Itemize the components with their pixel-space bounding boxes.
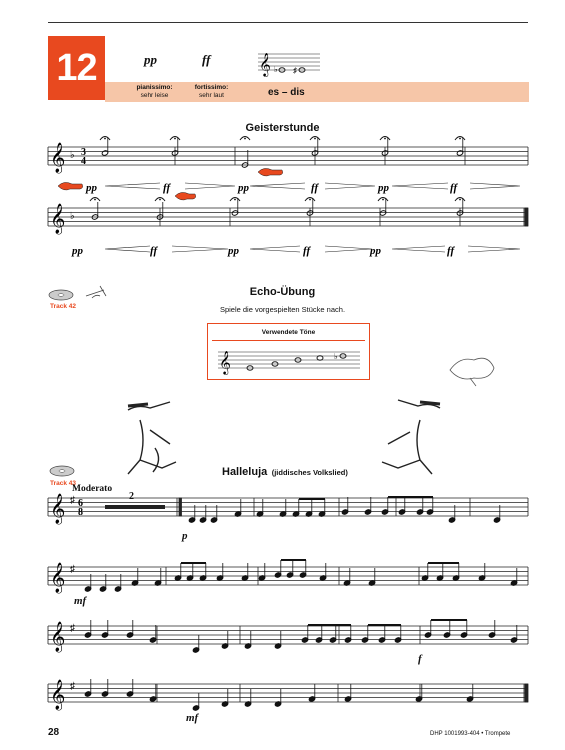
time-signature-6-8-bottom: 8 — [78, 507, 83, 518]
multi-measure-rest — [105, 505, 165, 509]
dynamic-marking: pp — [228, 245, 239, 257]
fermata-dot — [309, 199, 311, 201]
fermata-dot — [234, 199, 236, 201]
fermata-dot — [94, 199, 96, 201]
dynamic-marking: ff — [311, 182, 319, 194]
dynamic-marking: pp — [72, 245, 83, 257]
pp-name: pianissimo: — [136, 84, 173, 91]
enharmonic-label: es – dis — [268, 87, 305, 98]
key-flat-icon: ♭ — [70, 150, 75, 161]
dynamic-marking: ff — [150, 245, 158, 257]
dynamic-marking: pp — [378, 182, 389, 194]
treble-clef-icon: 𝄞 — [259, 52, 271, 76]
multirest-count: 2 — [129, 491, 134, 502]
dynamic-marking: pp — [370, 245, 381, 257]
piece1-title: Geisterstunde — [245, 122, 320, 134]
cd-icon-42 — [49, 290, 73, 300]
fermata-dot — [159, 199, 161, 201]
crescendo-hairpin — [250, 183, 305, 189]
dyn-mf-row2: mf — [74, 595, 87, 607]
decrescendo-hairpin — [325, 246, 372, 252]
decrescendo-hairpin — [325, 183, 375, 189]
treble-clef-icon: 𝄞 — [50, 143, 66, 173]
fermata-dot — [104, 138, 106, 140]
dynamic-marking: pp — [86, 182, 97, 194]
crescendo-hairpin — [105, 183, 160, 189]
staff-lines — [48, 147, 528, 702]
dynamic-marking: ff — [163, 182, 171, 194]
echo-subtitle: Spiele die vorgespielten Stücke nach. — [219, 305, 346, 314]
time-signature-3-4-top: 3 — [81, 147, 86, 158]
lesson-number: 12 — [56, 46, 97, 89]
conductor-sketch-illustration — [450, 358, 494, 386]
tones-flat-icon: ♭ — [334, 352, 338, 361]
key-sharp-icon: ♯ — [70, 564, 75, 575]
notes — [84, 137, 517, 712]
time-signature-6-8-top: 6 — [78, 498, 83, 509]
barlines — [48, 147, 528, 702]
decrescendo-hairpin — [185, 183, 235, 189]
key-sharp-icon: ♯ — [70, 623, 75, 634]
tones-treble-clef-icon: 𝄞 — [219, 350, 231, 374]
fermata-dot — [459, 138, 461, 140]
crescendo-hairpin — [250, 246, 300, 252]
pp-desc: sehr leise — [140, 92, 169, 99]
track-43-label: Track 43 — [50, 480, 77, 487]
track-42-label: Track 42 — [50, 303, 77, 310]
dancing-trumpeter-right-illustration — [382, 400, 440, 474]
key-sharp-icon: ♯ — [70, 681, 75, 692]
treble-clef-icon: 𝄞 — [50, 204, 66, 234]
fermata-dot — [459, 199, 461, 201]
ff-desc: sehr laut — [199, 92, 224, 99]
dynamic-marking: ff — [447, 245, 455, 257]
tones-box-title: Verwendete Töne — [261, 329, 316, 336]
dynamic-marking: pp — [238, 182, 249, 194]
decrescendo-hairpin — [468, 246, 520, 252]
fermata-dot — [314, 138, 316, 140]
key-flat-icon: ♭ — [70, 211, 75, 222]
decrescendo-hairpin — [172, 246, 228, 252]
treble-clef-icon: 𝄞 — [50, 563, 66, 593]
page-number: 28 — [48, 727, 60, 738]
repeat-start-barline — [179, 498, 182, 516]
header-dyn-ff: ff — [202, 52, 211, 67]
dancing-trumpeter-left-illustration — [128, 402, 176, 474]
echo-title: Echo-Übung — [249, 286, 316, 298]
sharp-icon: ♯ — [293, 66, 297, 75]
crescendo-hairpin — [105, 246, 150, 252]
treble-clef-icon: 𝄞 — [50, 622, 66, 652]
final-barline — [525, 208, 528, 226]
crescendo-hairpin — [392, 246, 445, 252]
dyn-p: p — [182, 530, 188, 542]
tones-staff — [218, 352, 360, 368]
fermata-dot — [244, 138, 246, 140]
dyn-mf-row4: mf — [186, 712, 199, 724]
fermata-dot — [382, 199, 384, 201]
dynamic-marking: ff — [303, 245, 311, 257]
treble-clef-icon: 𝄞 — [50, 680, 66, 710]
tempo-marking: Moderato — [72, 484, 113, 494]
publisher-code: DHP 1001993-404 • Trompete — [430, 731, 511, 737]
dynamic-marking: ff — [450, 182, 458, 194]
fermata-dot — [174, 138, 176, 140]
trumpet-icon — [86, 286, 106, 298]
dyn-f-row3: f — [418, 653, 422, 665]
final-barline — [525, 684, 528, 702]
cd-icon-43 — [50, 466, 74, 476]
ff-name: fortissimo: — [194, 84, 229, 91]
time-signature-3-4-bottom: 4 — [81, 156, 86, 167]
key-sharp-icon: ♯ — [70, 495, 75, 506]
piece2-title: Halleluja — [222, 466, 268, 478]
header-dyn-pp: pp — [144, 52, 157, 67]
fermata-dot — [384, 138, 386, 140]
crescendo-hairpin — [392, 183, 448, 189]
piece2-title-note: (jiddisches Volkslied) — [271, 468, 348, 477]
decrescendo-hairpin — [470, 183, 520, 189]
treble-clef-icon: 𝄞 — [50, 494, 66, 524]
flat-icon: ♭ — [274, 65, 278, 74]
